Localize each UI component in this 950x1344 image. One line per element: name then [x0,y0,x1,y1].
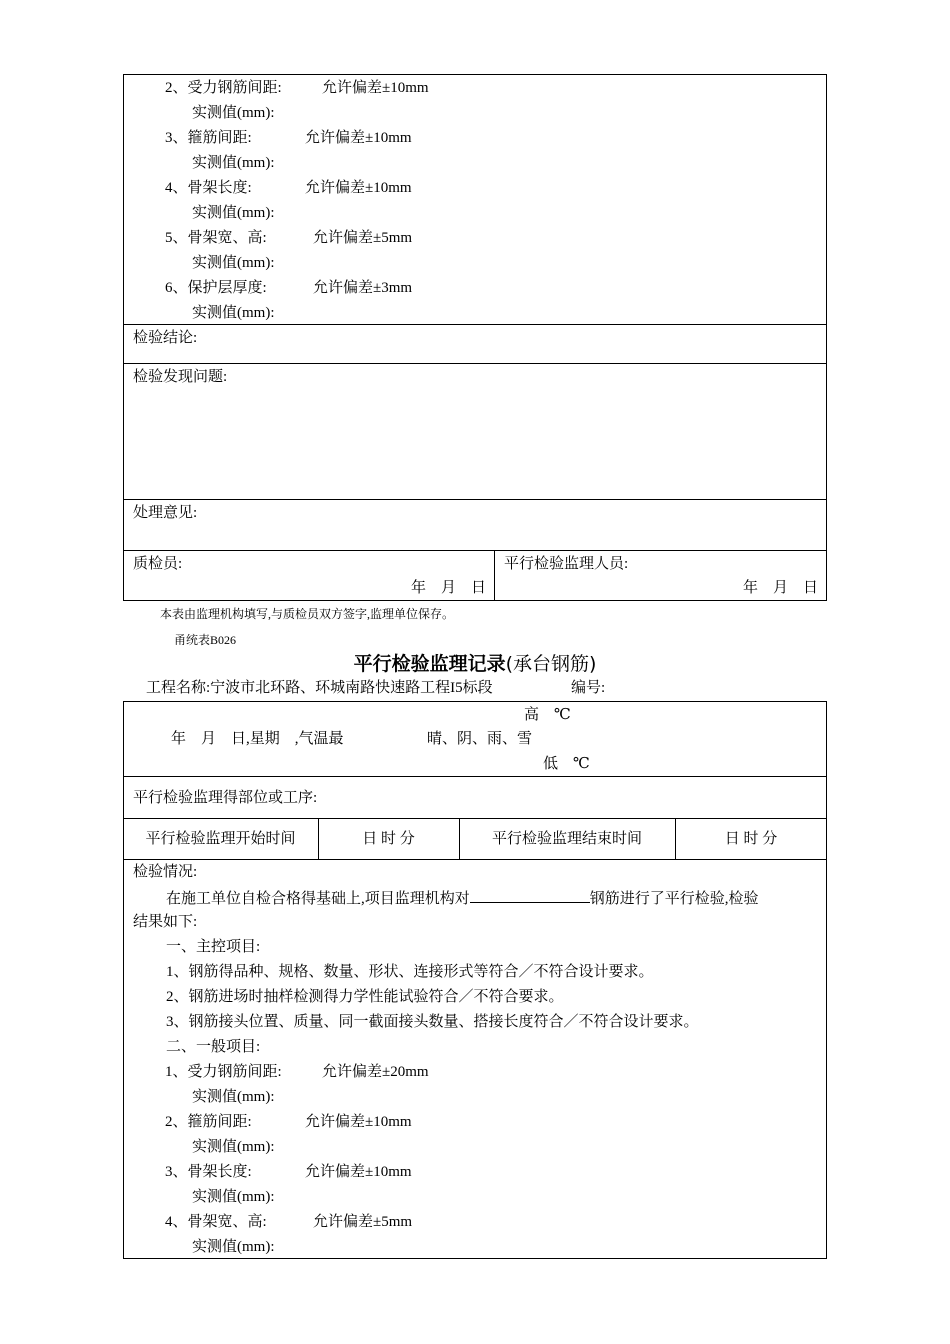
item-2-tolerance: 允许偏差±10mm [322,80,429,96]
intro-text-a: 在施工单位自检合格得基础上,项目监理机构对 [166,891,470,907]
date-weekday-field[interactable]: 年 月 日,星期 ,气温最 [171,731,344,747]
supervisor-signature-field[interactable]: 平行检验监理人员: [504,556,629,572]
general-item-2-measured: 实测值(mm): [192,1139,275,1155]
intro-text-b: 钢筋进行了平行检验,检验 [589,891,759,907]
problems-field[interactable]: 检验发现问题: [133,369,228,385]
supervisor-date: 年 月 日 [743,580,819,596]
qc-date: 年 月 日 [411,580,487,596]
weather-conditions[interactable]: 晴、阴、雨、雪 [427,731,533,747]
inspection-intro [166,888,759,908]
general-item-1-tolerance: 允许偏差±20mm [322,1064,429,1080]
end-time-label: 平行检验监理结束时间 [491,831,642,847]
general-item-1-label: 1、受力钢筋间距: [165,1064,282,1080]
opinion-field[interactable]: 处理意见: [133,505,198,521]
item-5-tolerance: 允许偏差±5mm [313,230,413,246]
item-2-label: 2、受力钢筋间距: [165,80,282,96]
intro-text-c: 结果如下: [133,914,198,930]
item-5-label: 5、骨架宽、高: [165,230,267,246]
divider [123,363,827,364]
divider [123,324,827,325]
general-item-4-tolerance: 允许偏差±5mm [313,1214,413,1230]
item-6-tolerance: 允许偏差±3mm [313,280,413,296]
item-5-measured: 实测值(mm): [192,255,275,271]
general-item-1-measured: 实测值(mm): [192,1089,275,1105]
divider [123,499,827,500]
main-item-1: 1、钢筋得品种、规格、数量、形状、连接形式等符合／不符合设计要求。 [166,964,654,980]
main-item-2: 2、钢筋进场时抽样检测得力学性能试验符合／不符合要求。 [166,989,564,1005]
serial-no[interactable]: 编号: [571,680,606,696]
conclusion-field[interactable]: 检验结论: [133,330,198,346]
item-3-measured: 实测值(mm): [192,155,275,171]
general-item-4-measured: 实测值(mm): [192,1239,275,1255]
title-paren: (承台钢筋) [505,653,597,675]
end-time-value[interactable]: 日 时 分 [724,831,778,847]
general-item-4-label: 4、骨架宽、高: [165,1214,267,1230]
divider [123,859,827,860]
start-time-value[interactable]: 日 时 分 [362,831,415,847]
temp-high[interactable]: 高 ℃ [524,707,571,723]
inspection-heading: 检验情况: [133,864,198,880]
general-items-heading: 二、一般项目: [166,1039,261,1055]
item-4-label: 4、骨架长度: [165,180,252,196]
item-3-label: 3、箍筋间距: [165,130,252,146]
divider [123,818,827,819]
project-name: 工程名称:宁波市北环路、环城南路快速路工程I5标段 [146,680,493,696]
divider [494,550,495,601]
item-6-measured: 实测值(mm): [192,305,275,321]
general-item-2-label: 2、箍筋间距: [165,1114,252,1130]
start-time-label: 平行检验监理开始时间 [145,831,296,847]
title-main: 平行检验监理记录 [353,653,506,675]
footnote: 本表由监理机构填写,与质检员双方签字,监理单位保存。 [160,607,455,621]
divider [123,776,827,777]
page-title [0,653,950,675]
qc-signature-field[interactable]: 质检员: [133,556,183,572]
divider [123,550,827,551]
item-6-label: 6、保护层厚度: [165,280,267,296]
general-item-2-tolerance: 允许偏差±10mm [305,1114,412,1130]
main-items-heading: 一、主控项目: [166,939,261,955]
general-item-3-measured: 实测值(mm): [192,1189,275,1205]
item-3-tolerance: 允许偏差±10mm [305,130,412,146]
part-field[interactable]: 平行检验监理得部位或工序: [133,790,318,806]
general-item-3-label: 3、骨架长度: [165,1164,252,1180]
main-item-3: 3、钢筋接头位置、质量、同一截面接头数量、搭接长度符合／不符合设计要求。 [166,1014,699,1030]
temp-low[interactable]: 低 ℃ [543,756,590,772]
general-item-3-tolerance: 允许偏差±10mm [305,1164,412,1180]
rebar-type-blank[interactable] [470,888,590,903]
form-code: 甬统表B026 [174,633,237,647]
item-4-measured: 实测值(mm): [192,205,275,221]
item-4-tolerance: 允许偏差±10mm [305,180,412,196]
item-2-measured: 实测值(mm): [192,105,275,121]
